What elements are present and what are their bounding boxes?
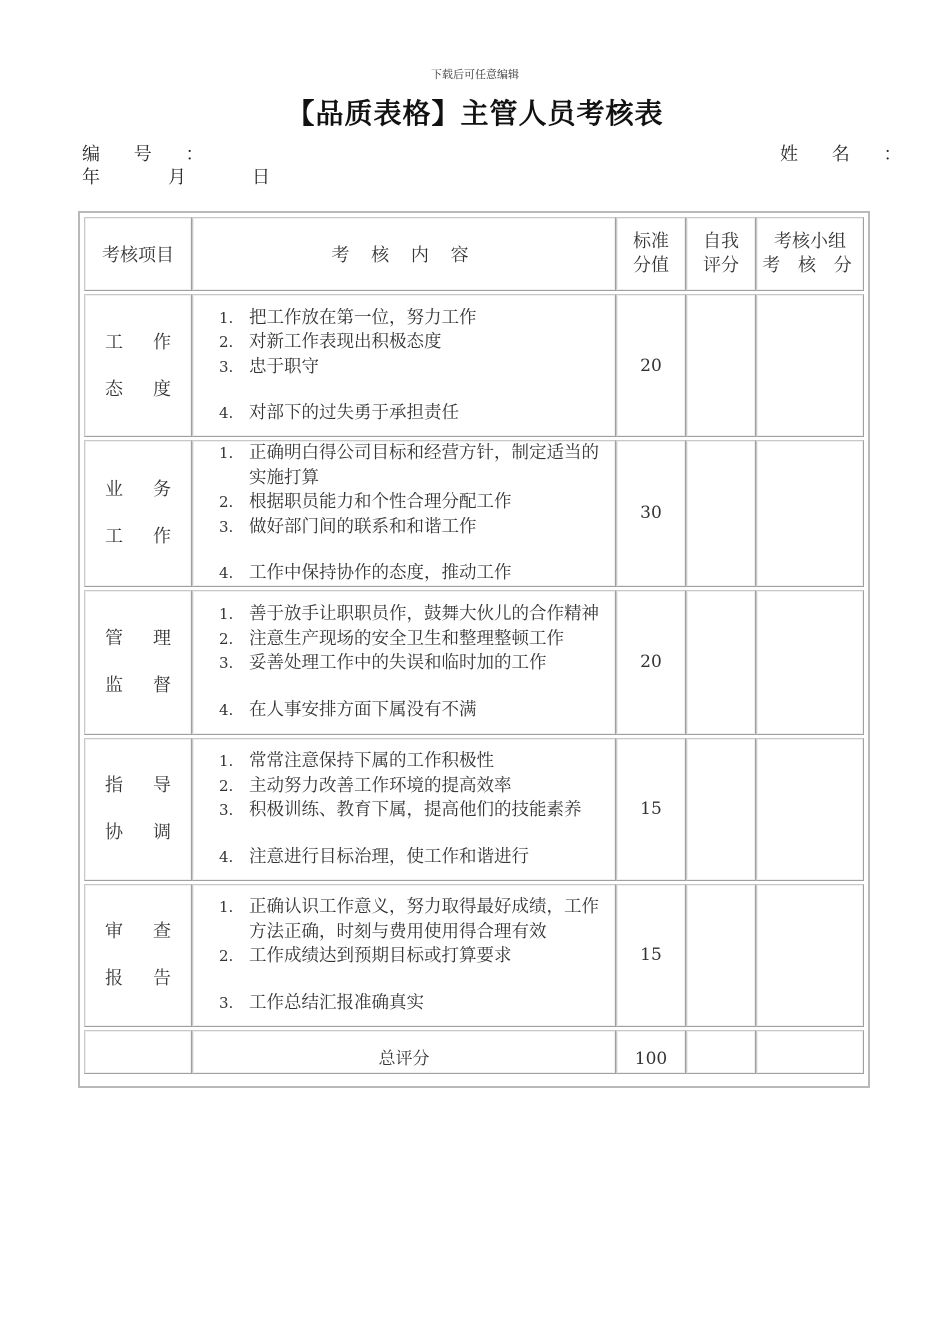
category-line xyxy=(85,762,191,809)
standard-score-cell: 30 xyxy=(616,440,686,587)
list-item-text: 注意进行目标治理，使工作和谐进行 xyxy=(249,846,529,867)
page-title: 【品质表格】主管人员考核表 xyxy=(286,97,664,130)
list-item-number: 2. xyxy=(219,333,234,351)
category-char: 态 xyxy=(105,378,123,400)
table-row xyxy=(84,884,864,1027)
category-char: 调 xyxy=(153,822,171,843)
group-score-cell[interactable] xyxy=(756,884,864,1027)
header-self-line2: 评分 xyxy=(703,255,739,276)
list-item xyxy=(219,330,615,355)
list-item-number: 4. xyxy=(219,564,234,582)
category-char: 查 xyxy=(153,921,171,942)
list-item xyxy=(219,515,615,540)
header-standard-score xyxy=(616,217,686,291)
category-char: 工 xyxy=(105,526,123,548)
list-item-number: 2. xyxy=(219,493,234,511)
name-label: 姓 名 ： xyxy=(780,144,916,165)
total-label: 总评分 xyxy=(192,1030,616,1074)
category-line xyxy=(85,908,191,955)
standard-score-cell: 15 xyxy=(616,738,686,881)
list-item xyxy=(219,944,615,969)
table-row xyxy=(84,738,864,881)
category-char: 管 xyxy=(105,628,123,649)
table-header-row xyxy=(84,217,864,291)
header-note: 下载后可任意编辑 xyxy=(431,68,519,81)
list-item-text: 常常注意保持下属的工作积极性 xyxy=(249,751,494,771)
list-item xyxy=(219,798,615,823)
list-item-number: 2. xyxy=(219,947,234,965)
list-item-number: 1. xyxy=(219,308,234,327)
header-self-score xyxy=(686,217,756,291)
list-item-number: 3. xyxy=(219,654,234,672)
list-item-text: 对部下的过失勇于承担责任 xyxy=(249,403,459,423)
standard-score-cell: 15 xyxy=(616,884,686,1027)
category-char: 协 xyxy=(105,822,123,843)
category-char: 业 xyxy=(105,479,123,501)
list-item-number: 3. xyxy=(219,801,234,819)
category-char: 督 xyxy=(153,675,171,696)
group-score-cell[interactable] xyxy=(756,590,864,735)
self-score-cell[interactable] xyxy=(686,294,756,437)
list-item-text: 在人事安排方面下属没有不满 xyxy=(249,699,477,720)
category-char: 报 xyxy=(105,968,123,989)
list-item-text: 根据职员能力和个性合理分配工作 xyxy=(249,492,512,512)
content-cell xyxy=(192,884,616,1027)
header-content: 考 核 内 容 xyxy=(192,217,616,291)
category-cell xyxy=(84,294,192,437)
list-item-text: 做好部门间的联系和和谐工作 xyxy=(249,516,477,537)
list-item-text: 工作成绩达到预期目标或打算要求 xyxy=(249,946,512,966)
list-item-number: 4. xyxy=(219,847,234,866)
category-char: 导 xyxy=(153,775,171,796)
list-item-number: 3. xyxy=(219,517,234,536)
total-empty-cell xyxy=(84,1030,192,1074)
list-item-text: 工作中保持协作的态度，推动工作 xyxy=(249,563,512,583)
category-char: 作 xyxy=(153,526,171,548)
list-item xyxy=(219,602,615,627)
list-item-text: 积极训练、教育下属，提高他们的技能素养 xyxy=(249,800,582,820)
list-item xyxy=(219,355,615,380)
self-score-cell[interactable] xyxy=(686,738,756,881)
assessment-table xyxy=(84,217,864,1074)
list-item-text: 妥善处理工作中的失误和临时加的工作 xyxy=(249,653,547,673)
list-item-text: 注意生产现场的安全卫生和整理整顿工作 xyxy=(249,628,564,649)
date-day-label: 日 xyxy=(252,167,270,188)
list-item xyxy=(219,627,615,652)
list-item-text: 正确明白得公司目标和经营方针，制定适当的实施打算 xyxy=(249,443,599,488)
content-list xyxy=(193,441,615,586)
total-row xyxy=(84,1030,864,1074)
total-group-score-cell[interactable] xyxy=(756,1030,864,1074)
category-line xyxy=(85,615,191,662)
list-item xyxy=(219,561,615,586)
assessment-table-frame xyxy=(78,211,870,1088)
table-row xyxy=(84,440,864,587)
category-char: 审 xyxy=(105,921,123,942)
list-item xyxy=(219,306,615,331)
self-score-cell[interactable] xyxy=(686,440,756,587)
header-group-line1: 考核小组 xyxy=(774,231,846,252)
category-char: 告 xyxy=(153,968,171,989)
total-standard-score: 100 xyxy=(616,1030,686,1074)
content-list xyxy=(193,602,615,722)
list-item-number: 3. xyxy=(219,357,234,376)
number-label: 编 号 ： xyxy=(82,144,218,165)
list-item-number: 4. xyxy=(219,700,234,719)
group-score-cell[interactable] xyxy=(756,440,864,587)
list-item-text: 善于放手让职职员作，鼓舞大伙儿的合作精神 xyxy=(249,604,599,624)
header-item: 考核项目 xyxy=(84,217,192,291)
content-cell xyxy=(192,294,616,437)
category-cell xyxy=(84,738,192,881)
category-line xyxy=(85,955,191,1002)
table-row xyxy=(84,294,864,437)
standard-score-cell: 20 xyxy=(616,294,686,437)
category-cell xyxy=(84,590,192,735)
list-item xyxy=(219,895,615,944)
category-char: 务 xyxy=(153,479,171,501)
list-item xyxy=(219,774,615,799)
date-year-label: 年 xyxy=(82,167,100,188)
list-item xyxy=(219,698,615,723)
date-line xyxy=(82,163,270,189)
list-item xyxy=(219,991,615,1016)
list-item-number: 3. xyxy=(219,993,234,1012)
list-item-number: 1. xyxy=(219,752,234,770)
content-list xyxy=(193,306,615,426)
header-group-line2: 考 核 分 xyxy=(762,255,858,276)
category-line xyxy=(85,662,191,709)
date-month-label: 月 xyxy=(168,167,186,188)
standard-score-cell: 20 xyxy=(616,590,686,735)
category-char: 监 xyxy=(105,675,123,696)
header-self-line1: 自我 xyxy=(703,231,739,252)
content-cell xyxy=(192,590,616,735)
category-cell xyxy=(84,440,192,587)
category-line xyxy=(85,319,191,366)
list-item-number: 2. xyxy=(219,629,234,648)
group-score-cell[interactable] xyxy=(756,738,864,881)
list-item xyxy=(219,401,615,426)
category-line xyxy=(85,466,191,513)
group-score-cell[interactable] xyxy=(756,294,864,437)
list-item-number: 2. xyxy=(219,776,234,795)
category-line xyxy=(85,809,191,856)
list-item-number: 1. xyxy=(219,605,234,623)
category-char: 指 xyxy=(105,775,123,796)
list-item-text: 工作总结汇报准确真实 xyxy=(249,992,424,1013)
self-score-cell[interactable] xyxy=(686,590,756,735)
list-item-text: 忠于职守 xyxy=(249,356,319,377)
list-item-text: 主动努力改善工作环境的提高效率 xyxy=(249,775,512,796)
header-std-line2: 分值 xyxy=(633,255,669,276)
content-cell xyxy=(192,738,616,881)
list-item xyxy=(219,845,615,870)
category-char: 理 xyxy=(153,628,171,649)
list-item-text: 正确认识工作意义，努力取得最好成绩，工作方法正确，时刻与费用使用得合理有效 xyxy=(249,897,599,942)
list-item xyxy=(219,490,615,515)
list-item xyxy=(219,651,615,676)
header-std-line1: 标准 xyxy=(633,231,669,252)
list-item-text: 对新工作表现出积极态度 xyxy=(249,332,442,352)
category-char: 作 xyxy=(153,331,171,353)
category-char: 工 xyxy=(105,331,123,353)
category-cell xyxy=(84,884,192,1027)
content-list xyxy=(193,749,615,869)
list-item-number: 1. xyxy=(219,444,234,462)
content-cell xyxy=(192,440,616,587)
header-group-score xyxy=(756,217,864,291)
self-score-cell[interactable] xyxy=(686,884,756,1027)
list-item-text: 把工作放在第一位，努力工作 xyxy=(249,307,477,328)
list-item xyxy=(219,749,615,774)
category-char: 度 xyxy=(153,378,171,400)
total-self-score-cell[interactable] xyxy=(686,1030,756,1074)
content-list xyxy=(193,895,615,1015)
list-item xyxy=(219,441,615,490)
table-row xyxy=(84,590,864,735)
list-item-number: 4. xyxy=(219,404,234,422)
category-line xyxy=(85,513,191,560)
list-item-number: 1. xyxy=(219,898,234,916)
category-line xyxy=(85,366,191,413)
